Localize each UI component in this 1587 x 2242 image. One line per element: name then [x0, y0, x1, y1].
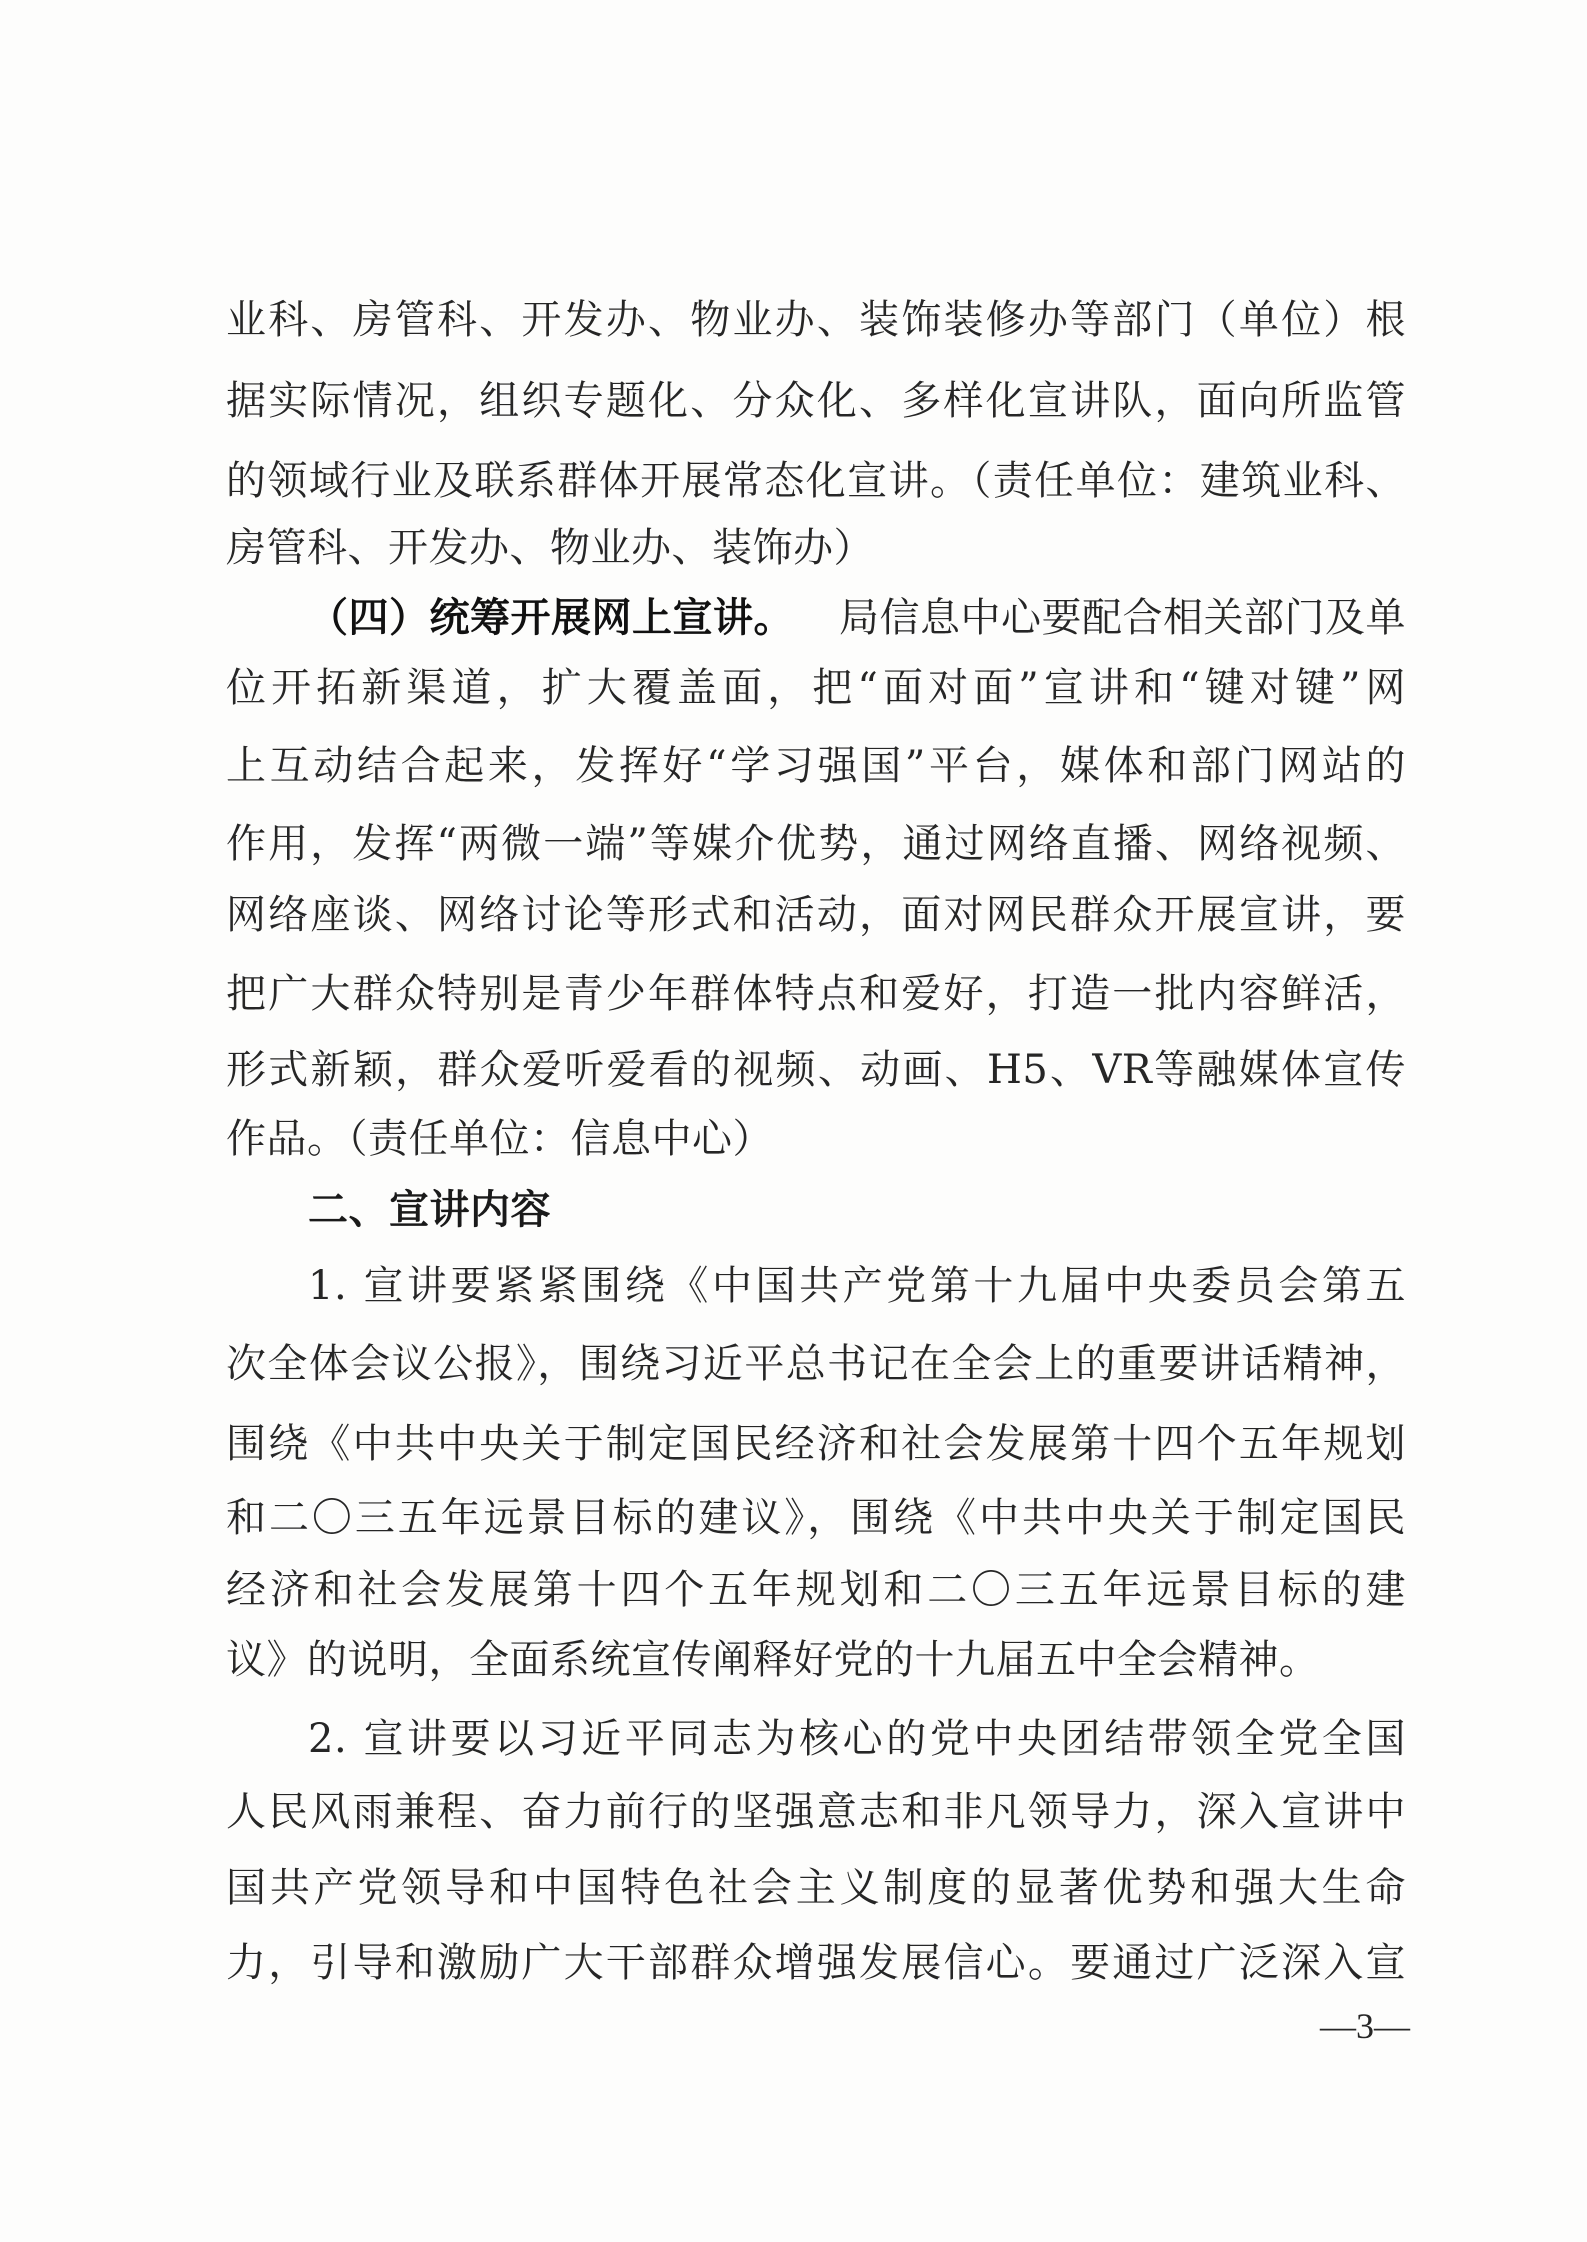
text-line: 作用，发挥“两微一端”等媒介优势，通过网络直播、网络视频、 — [226, 821, 1406, 867]
text-line: 的领域行业及联系群体开展常态化宣讲。（责任单位：建筑业科、 — [226, 458, 1406, 504]
text-line: 业科、房管科、开发办、物业办、装饰装修办等部门（单位）根 — [226, 297, 1406, 343]
text-line: 形式新颖，群众爱听爱看的视频、动画、H5、VR等融媒体宣传 — [226, 1047, 1406, 1093]
paragraph-4-text: 局信息中心要配合相关部门及单 — [839, 595, 1406, 641]
text-line: 经济和社会发展第十四个五年规划和二〇三五年远景目标的建 — [226, 1567, 1406, 1613]
text-line: 国共产党领导和中国特色社会主义制度的显著优势和强大生命 — [226, 1865, 1406, 1911]
text-line: 力，引导和激励广大干部群众增强发展信心。要通过广泛深入宣 — [226, 1940, 1406, 1986]
text-line: 据实际情况，组织专题化、分众化、多样化宣讲队，面向所监管 — [226, 378, 1406, 424]
text-line: 人民风雨兼程、奋力前行的坚强意志和非凡领导力，深入宣讲中 — [226, 1789, 1406, 1835]
item-2-first-line: 2. 宣讲要以习近平同志为核心的党中央团结带领全党全国 — [308, 1716, 1406, 1762]
item-1-first-line: 1. 宣讲要紧紧围绕《中国共产党第十九届中央委员会第五 — [308, 1263, 1406, 1309]
page-number: —3— — [1320, 2006, 1410, 2046]
text-line: 位开拓新渠道，扩大覆盖面，把“面对面”宣讲和“键对键”网 — [226, 665, 1406, 711]
text-line: 作品。（责任单位：信息中心） — [226, 1116, 773, 1162]
text-line: 网络座谈、网络讨论等形式和活动，面对网民群众开展宣讲，要 — [226, 892, 1406, 938]
text-line: 房管科、开发办、物业办、装饰办） — [226, 525, 874, 571]
text-line: 次全体会议公报》，围绕习近平总书记在全会上的重要讲话精神， — [226, 1341, 1406, 1387]
section-2-heading: 二、宣讲内容 — [308, 1187, 551, 1233]
text-line: 把广大群众特别是青少年群体特点和爱好，打造一批内容鲜活， — [226, 971, 1406, 1017]
paragraph-4-heading: （四）统筹开展网上宣讲。 — [308, 594, 794, 641]
text-line: 和二〇三五年远景目标的建议》，围绕《中共中央关于制定国民 — [226, 1495, 1406, 1541]
text-line: 议》的说明，全面系统宣传阐释好党的十九届五中全会精神。 — [226, 1637, 1320, 1683]
paragraph-4-first-line — [308, 592, 1406, 644]
text-line: 围绕《中共中央关于制定国民经济和社会发展第十四个五年规划 — [226, 1421, 1406, 1467]
text-line: 上互动结合起来，发挥好“学习强国”平台，媒体和部门网站的 — [226, 743, 1406, 789]
